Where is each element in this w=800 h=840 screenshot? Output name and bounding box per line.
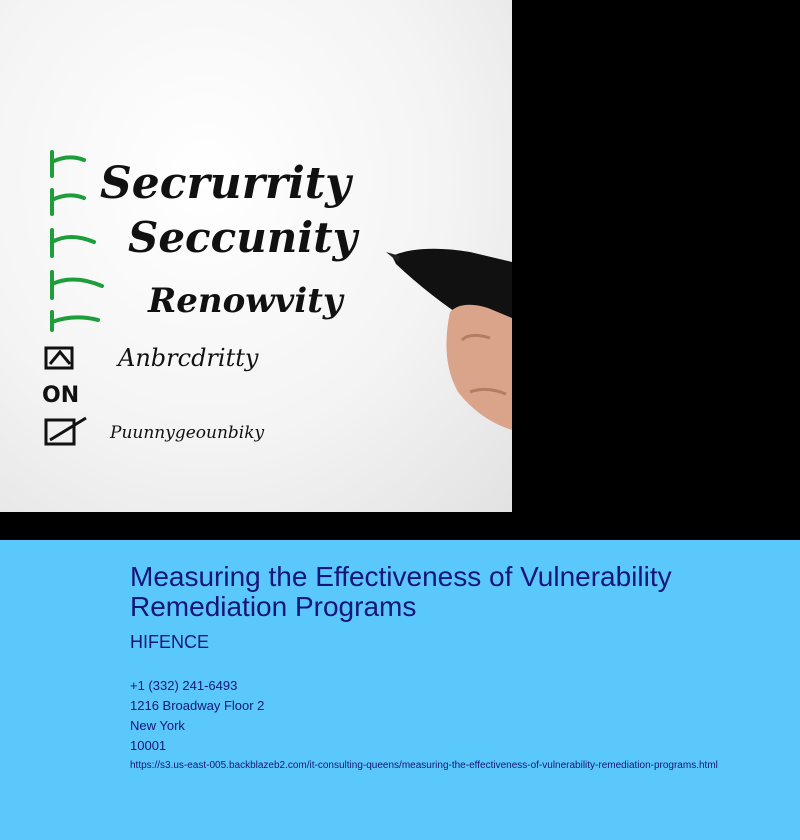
green-check-icon (52, 312, 98, 330)
page-url-link[interactable]: https://s3.us-east-005.backblazeb2.com/it-consulting-queens/measuring-the-effectiveness-of-vulnerability-remediation-programs.html (130, 760, 718, 771)
zip-code: 10001 (130, 738, 167, 753)
checklist-word-4: Anbrcdritty (118, 344, 259, 372)
page-title: Measuring the Effectiveness of Vulnerability Remediation Programs (130, 561, 672, 622)
checklist-word-1: Secrurrity (100, 158, 351, 209)
checklist-word-3: Renowvity (148, 281, 343, 321)
hero-photo (0, 0, 512, 512)
hand-pen-icon (386, 249, 512, 430)
checkbox-icon (46, 420, 74, 444)
info-section (0, 540, 800, 840)
checklist-word-5: Puunnygeounbiky (110, 423, 265, 443)
checklist-illustration (0, 0, 512, 512)
checklist-word-2: Seccunity (128, 213, 358, 262)
phone-number: +1 (332) 241-6493 (130, 678, 238, 693)
city: New York (130, 718, 185, 733)
green-check-icon (52, 230, 94, 256)
green-check-icon (52, 190, 84, 214)
green-check-icon (52, 152, 84, 176)
green-check-icon (52, 272, 102, 298)
street-address: 1216 Broadway Floor 2 (130, 698, 265, 713)
side-glyph: ON (42, 383, 80, 408)
company-name: HIFENCE (130, 632, 210, 652)
